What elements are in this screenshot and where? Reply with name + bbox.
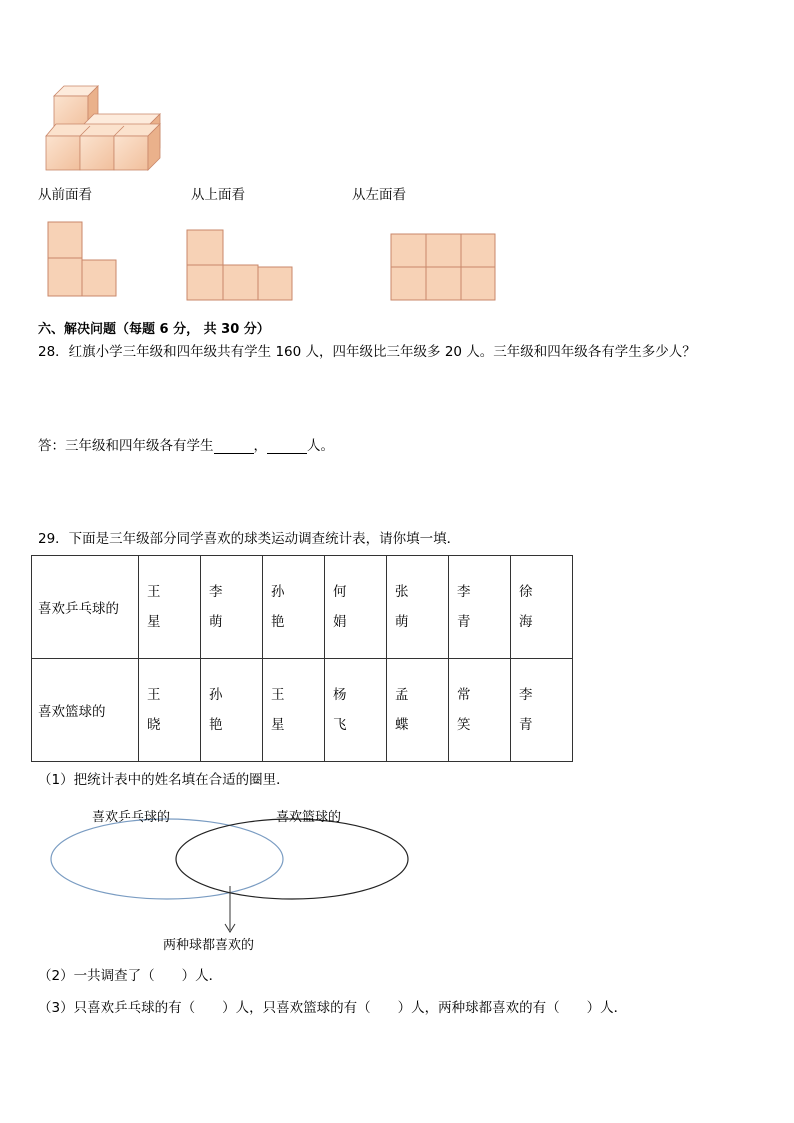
cube-arrangement-3d: [38, 78, 178, 178]
venn-left-circle: [51, 819, 283, 899]
question-28-text: 28．红旗小学三年级和四年级共有学生 160 人，四年级比三年级多 20 人。三年级和四年级各有学生多少人？: [38, 344, 696, 360]
answer-blank-1[interactable]: [214, 453, 254, 454]
survey-table: [31, 555, 573, 762]
section-six-title: 六、解决问题（每题 6 分， 共 30 分）: [38, 322, 270, 337]
venn-right-circle: [176, 819, 408, 899]
front-view-shape: [46, 220, 118, 300]
table-row: [32, 556, 573, 659]
sub-question-1: （1）把统计表中的姓名填在合适的圈里．: [38, 772, 290, 788]
table-cell: 李 青: [449, 556, 511, 659]
top-view-label: 从上面看: [191, 187, 245, 203]
answer-blank-2[interactable]: [267, 453, 307, 454]
question-29-text: 29．下面是三年级部分同学喜欢的球类运动调查统计表，请你填一填．: [38, 531, 461, 547]
table-cell: 王 星: [263, 659, 325, 762]
left-view-shape: [389, 232, 497, 302]
table-cell: 杨 飞: [325, 659, 387, 762]
answer-separator: ，: [253, 438, 267, 454]
table-cell: 孟 蝶: [387, 659, 449, 762]
sub-question-2: （2）一共调查了（ ）人．: [38, 968, 223, 984]
front-view-label: 从前面看: [38, 187, 92, 203]
table-cell: 王 星: [139, 556, 201, 659]
table-cell: 常 笑: [449, 659, 511, 762]
table-row: [32, 659, 573, 762]
table-cell: 何 娟: [325, 556, 387, 659]
table-cell: 王 晓: [139, 659, 201, 762]
left-view-label: 从左面看: [352, 187, 406, 203]
venn-right-label: 喜欢篮球的: [276, 810, 342, 825]
table-cell: 李 青: [511, 659, 573, 762]
table-cell: 孙 艳: [263, 556, 325, 659]
answer-suffix: 人。: [307, 438, 334, 454]
table-cell: 徐 海: [511, 556, 573, 659]
row-label: 喜欢篮球的: [32, 659, 139, 762]
table-cell: 李 萌: [201, 556, 263, 659]
answer-prefix: 答：三年级和四年级各有学生: [38, 438, 214, 454]
venn-left-label: 喜欢乒乓球的: [92, 810, 171, 825]
sub-question-3: （3）只喜欢乒乓球的有（ ）人，只喜欢篮球的有（ ）人，两种球都喜欢的有（ ）人．: [38, 1000, 628, 1016]
row-label: 喜欢乒乓球的: [32, 556, 139, 659]
table-cell: 张 萌: [387, 556, 449, 659]
table-cell: 孙 艳: [201, 659, 263, 762]
question-28-answer: [38, 440, 334, 454]
top-view-shape: [186, 228, 294, 302]
venn-bottom-label: 两种球都喜欢的: [163, 938, 255, 953]
